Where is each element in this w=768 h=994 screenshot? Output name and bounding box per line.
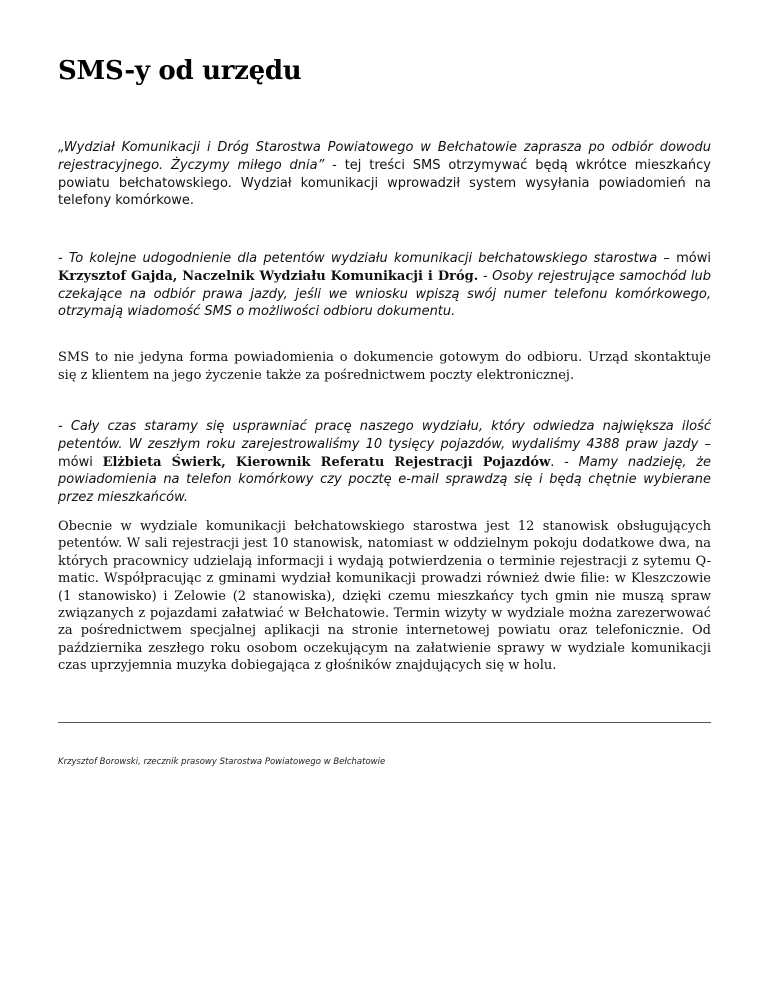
- quote-paragraph-swierk: [58, 418, 711, 507]
- author-signature: Krzysztof Borowski, rzecznik prasowy Starostwa Powiatowego w Bełchatowie: [58, 757, 386, 767]
- article-title: SMS-y od urzędu: [58, 56, 302, 86]
- quote-part-a: - Cały czas staramy się usprawniać pracę naszego wydziału, który odwiedza największa ilość petentów. W zeszłym roku zarejestrowaliśmy 10 tysięcy pojazdów, wydaliśmy 4388 praw jazdy: [58, 419, 711, 452]
- lead-text: - tej treści SMS otrzymywać będą wkrótce mieszkańcy powiatu bełchatowskiego. Wydział komunikacji wprowadził system wysyłania powiadomień na telefony komórkowe.: [58, 157, 711, 209]
- speaker-name: Krzysztof Gajda, Naczelnik Wydziału Komunikacji i Dróg.: [58, 268, 479, 284]
- separator: . -: [550, 454, 579, 470]
- lead-paragraph: [58, 139, 711, 210]
- attribution-verb: – mówi: [58, 436, 711, 470]
- attribution-verb: – mówi: [657, 251, 711, 266]
- quote-part-b: - Osoby rejestrujące samochód lub czekające na odbiór prawa jazdy, jeśli we wniosku wpiszą swój numer telefonu komórkowego, otrzymają wiadomość SMS o możliwości odbioru dokumentu.: [58, 268, 711, 320]
- speaker-name: Elżbieta Świerk, Kierownik Referatu Rejestracji Pojazdów: [102, 454, 551, 470]
- divider: [58, 722, 711, 723]
- details-paragraph: Obecnie w wydziale komunikacji bełchatowskiego starostwa jest 12 stanowisk obsługujących petentów. W sali rejestracji jest 10 stanowisk, natomiast w oddzielnym pokoju dodatkowe dwa, na których pracownicy udzielają informacji i wydają potwierdzenia o terminie rejestracji z sytemu Q-matic. Współpracując z gminami wydział komunikacji prowadzi również dwie filie: w Kleszczowie (1 stanowisko) i Zelowie (2 stanowiska), dzięki czemu mieszkańcy tych gmin nie muszą spraw związanych z pojazdami załatwiać w Bełchatowie. Termin wizyty w wydziale można zarezerwować za pośrednictwem specjalnej aplikacji na stronie internetowej powiatu oraz telefonicznie. Od października zeszłego roku osobom oczekującym na załatwienie sprawy w wydziale komunikacji czas uprzyjemnia muzyka dobiegająca z głośników znajdujących się w holu.: [58, 519, 711, 674]
- sms-quote: „Wydział Komunikacji i Dróg Starostwa Powiatowego w Bełchatowie zaprasza po odbiór dowodu rejestracyjnego. Życzymy miłego dnia”: [58, 140, 711, 173]
- quote-part-a: - To kolejne udogodnienie dla petentów wydziału komunikacji bełchatowskiego starostwa: [58, 251, 658, 266]
- quote-paragraph-gajda: [58, 250, 711, 321]
- email-paragraph: SMS to nie jedyna forma powiadomienia o dokumencie gotowym do odbioru. Urząd skontaktuje się z klientem na jego życzenie także za pośrednictwem poczty elektronicznej.: [58, 350, 711, 383]
- quote-part-b: Mamy nadzieję, że powiadomienia na telefon komórkowy czy pocztę e-mail sprawdzą się i będą chętnie wybierane przez mieszkańców.: [58, 454, 711, 506]
